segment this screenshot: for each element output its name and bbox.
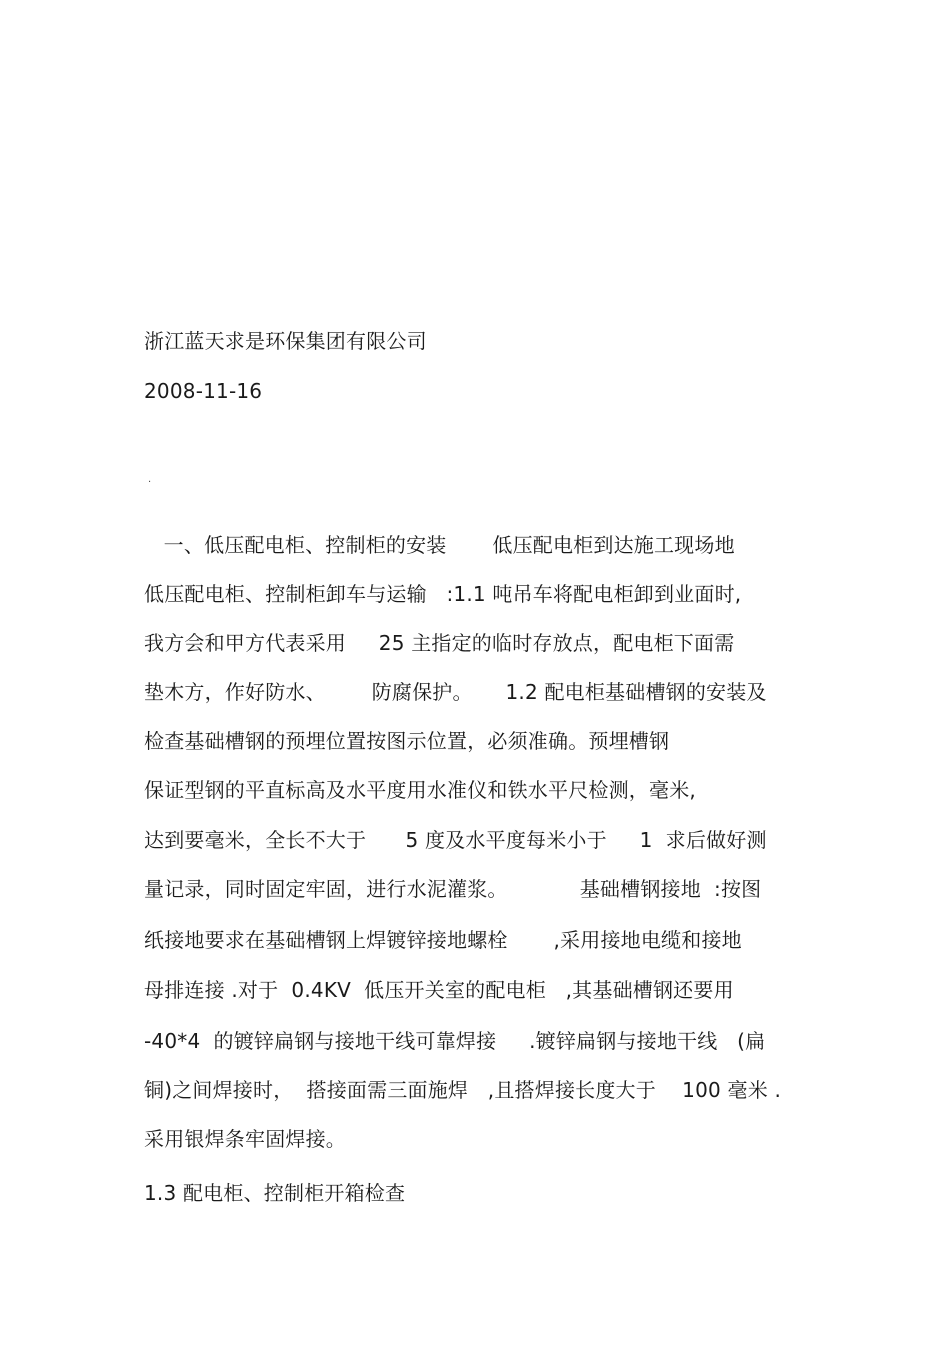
page-mark: · [148,477,152,488]
paragraph-line: 保证型钢的平直标高及水平度用水准仪和铁水平尺检测，毫米, [144,778,696,802]
paragraph-line: 铜)之间焊接时， 搭接面需三面施焊 ,且搭焊接长度大于 100 毫米 . [144,1078,782,1102]
paragraph-line: 纸接地要求在基础槽钢上焊镀锌接地螺栓 ,采用接地电缆和接地 [144,928,742,952]
paragraph-line: 低压配电柜、控制柜卸车与运输 :1.1 吨吊车将配电柜卸到业面时, [144,582,742,606]
company-name: 浙江蓝天求是环保集团有限公司 [144,329,427,353]
paragraph-line: 一、低压配电柜、控制柜的安装 低压配电柜到达施工现场地 [144,533,735,557]
paragraph-line: 采用银焊条牢固焊接。 [144,1127,346,1151]
paragraph-line: 检查基础槽钢的预埋位置按图示位置，必须准确。预埋槽钢 [144,729,670,753]
document-date: 2008-11-16 [144,379,263,403]
paragraph-line: 量记录，同时固定牢固，进行水泥灌浆。 基础槽钢接地 :按图 [144,877,762,901]
paragraph-line: 母排连接 .对于 0.4KV 低压开关室的配电柜 ,其基础槽钢还要用 [144,978,734,1002]
paragraph-line: 我方会和甲方代表采用 25 主指定的临时存放点，配电柜下面需 [144,631,735,655]
section-heading: 1.3 配电柜、控制柜开箱检查 [144,1181,406,1205]
paragraph-line: 垫木方，作好防水、 防腐保护。 1.2 配电柜基础槽钢的安装及 [144,680,767,704]
paragraph-line: 达到要毫米，全长不大于 5 度及水平度每米小于 1 求后做好测 [144,828,767,852]
paragraph-line: -40*4 的镀锌扁钢与接地干线可靠焊接 .镀锌扁钢与接地干线 (扁 [144,1029,766,1053]
